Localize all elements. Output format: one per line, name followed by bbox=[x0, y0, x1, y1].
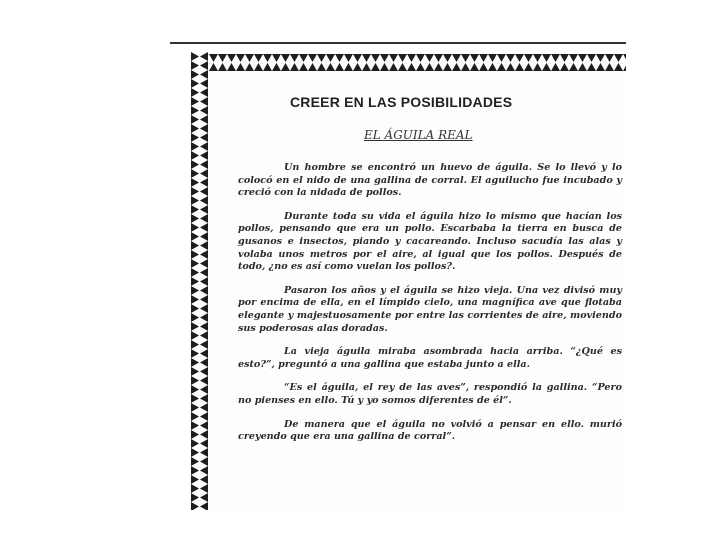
border-triangle bbox=[191, 403, 199, 412]
border-triangle bbox=[344, 54, 353, 62]
border-triangle bbox=[488, 63, 497, 71]
border-triangle bbox=[542, 63, 551, 71]
border-triangle bbox=[353, 54, 362, 62]
border-triangle bbox=[434, 63, 443, 71]
border-triangle bbox=[443, 54, 452, 62]
document-subtitle: EL ÁGUILA REAL bbox=[364, 128, 473, 142]
border-triangle bbox=[191, 430, 199, 439]
border-triangle bbox=[191, 205, 199, 214]
border-triangle bbox=[407, 54, 416, 62]
border-triangle bbox=[200, 493, 208, 502]
border-triangle bbox=[362, 54, 371, 62]
border-triangle bbox=[596, 63, 605, 71]
border-triangle bbox=[200, 223, 208, 232]
border-triangle bbox=[200, 376, 208, 385]
border-triangle bbox=[578, 63, 587, 71]
border-triangle bbox=[191, 367, 199, 376]
paragraph-text: Pasaron los años y el águila se hizo vieja. Una vez divisó muy por encima de ella, en el límpido cielo, una magnífica ave que flotaba elegante y majestuosamente por entre las corrientes de aire, moviendo sus poderosas alas doradas. bbox=[238, 284, 622, 334]
border-triangle bbox=[416, 63, 425, 71]
border-triangle bbox=[200, 97, 208, 106]
border-triangle bbox=[542, 54, 551, 62]
border-triangle bbox=[191, 169, 199, 178]
paragraph bbox=[238, 346, 622, 371]
border-triangle bbox=[191, 124, 199, 133]
border-triangle bbox=[533, 63, 542, 71]
paragraph bbox=[238, 162, 622, 200]
border-triangle bbox=[317, 63, 326, 71]
border-triangle bbox=[200, 412, 208, 421]
border-triangle bbox=[191, 259, 199, 268]
border-triangle bbox=[218, 54, 227, 62]
border-triangle bbox=[191, 502, 199, 510]
border-triangle bbox=[200, 178, 208, 187]
border-triangle bbox=[191, 133, 199, 142]
border-triangle bbox=[200, 385, 208, 394]
border-triangle bbox=[191, 376, 199, 385]
border-triangle bbox=[191, 412, 199, 421]
border-triangle bbox=[191, 349, 199, 358]
border-triangle bbox=[191, 142, 199, 151]
border-triangle bbox=[434, 54, 443, 62]
border-triangle bbox=[371, 54, 380, 62]
border-triangle bbox=[218, 63, 227, 71]
border-triangle bbox=[380, 54, 389, 62]
paragraph bbox=[238, 382, 622, 407]
border-triangle bbox=[200, 457, 208, 466]
border-triangle bbox=[191, 52, 199, 61]
border-triangle bbox=[506, 63, 515, 71]
border-triangle bbox=[200, 250, 208, 259]
border-triangle bbox=[191, 79, 199, 88]
border-triangle bbox=[209, 54, 218, 62]
border-triangle bbox=[200, 475, 208, 484]
border-triangle bbox=[191, 70, 199, 79]
border-triangle bbox=[344, 63, 353, 71]
border-triangle bbox=[191, 97, 199, 106]
border-triangle bbox=[191, 466, 199, 475]
border-triangle bbox=[191, 448, 199, 457]
border-triangle bbox=[488, 54, 497, 62]
border-triangle bbox=[533, 54, 542, 62]
border-triangle bbox=[479, 63, 488, 71]
border-triangle bbox=[200, 124, 208, 133]
border-triangle bbox=[200, 88, 208, 97]
border-triangle bbox=[200, 439, 208, 448]
border-triangle bbox=[200, 241, 208, 250]
border-triangle bbox=[191, 331, 199, 340]
border-triangle bbox=[623, 54, 626, 62]
border-triangle bbox=[191, 286, 199, 295]
border-triangle bbox=[200, 115, 208, 124]
border-triangle bbox=[200, 160, 208, 169]
border-triangle bbox=[227, 54, 236, 62]
border-triangle bbox=[200, 295, 208, 304]
border-triangle bbox=[263, 54, 272, 62]
border-triangle bbox=[200, 196, 208, 205]
border-triangle bbox=[281, 54, 290, 62]
border-triangle bbox=[191, 115, 199, 124]
border-triangle bbox=[191, 241, 199, 250]
border-triangle bbox=[353, 63, 362, 71]
border-triangle bbox=[272, 54, 281, 62]
border-triangle bbox=[200, 322, 208, 331]
border-triangle bbox=[200, 448, 208, 457]
border-triangle bbox=[191, 187, 199, 196]
border-triangle bbox=[416, 54, 425, 62]
border-triangle bbox=[200, 367, 208, 376]
paragraph-text: Un hombre se encontró un huevo de águila. Se lo llevó y lo colocó en el nido de una gallina de corral. El aguilucho fue incubado y creció con la nidada de pollos. bbox=[238, 162, 622, 199]
border-triangle bbox=[191, 214, 199, 223]
border-triangle bbox=[263, 63, 272, 71]
border-triangle bbox=[200, 61, 208, 70]
border-triangle bbox=[452, 54, 461, 62]
border-triangle bbox=[191, 232, 199, 241]
border-triangle bbox=[200, 430, 208, 439]
border-triangle bbox=[191, 178, 199, 187]
top-rule bbox=[170, 42, 626, 44]
paragraph bbox=[238, 285, 622, 335]
border-triangle bbox=[407, 63, 416, 71]
border-triangle bbox=[191, 106, 199, 115]
border-triangle bbox=[443, 63, 452, 71]
border-triangle bbox=[200, 151, 208, 160]
border-triangle bbox=[578, 54, 587, 62]
border-triangle bbox=[497, 63, 506, 71]
border-triangle bbox=[191, 268, 199, 277]
border-triangle bbox=[614, 54, 623, 62]
border-triangle bbox=[254, 63, 263, 71]
paragraph-text: Durante toda su vida el águila hizo lo mismo que hacían los pollos, pensando que era un pollo. Escarbaba la tierra en busca de gusanos e insectos, piando y cacareando. Incluso sacudía las alas y volaba unos metros por el aire, al igual que los pollos. Después de todo, ¿no es así como vuelan los pollos?. bbox=[238, 210, 622, 273]
border-triangle bbox=[191, 340, 199, 349]
border-triangle bbox=[200, 331, 208, 340]
border-triangle bbox=[506, 54, 515, 62]
border-triangle bbox=[200, 214, 208, 223]
border-triangle bbox=[299, 63, 308, 71]
border-triangle bbox=[200, 79, 208, 88]
border-triangle bbox=[200, 304, 208, 313]
border-triangle bbox=[191, 358, 199, 367]
border-triangle bbox=[200, 286, 208, 295]
border-triangle bbox=[191, 151, 199, 160]
border-triangle bbox=[200, 169, 208, 178]
border-triangle bbox=[515, 54, 524, 62]
border-triangle bbox=[200, 268, 208, 277]
border-triangle bbox=[371, 63, 380, 71]
border-triangle bbox=[425, 63, 434, 71]
border-triangle bbox=[551, 54, 560, 62]
border-triangle bbox=[398, 63, 407, 71]
border-triangle bbox=[335, 54, 344, 62]
border-triangle bbox=[362, 63, 371, 71]
border-triangle bbox=[227, 63, 236, 71]
border-triangle bbox=[200, 187, 208, 196]
border-triangle bbox=[191, 88, 199, 97]
border-triangle bbox=[236, 54, 245, 62]
border-triangle bbox=[191, 160, 199, 169]
border-triangle bbox=[560, 54, 569, 62]
border-triangle bbox=[479, 54, 488, 62]
border-triangle bbox=[326, 63, 335, 71]
border-triangle bbox=[389, 63, 398, 71]
border-triangle bbox=[605, 63, 614, 71]
border-triangle bbox=[191, 394, 199, 403]
border-triangle bbox=[272, 63, 281, 71]
border-triangle bbox=[191, 322, 199, 331]
border-triangle bbox=[587, 63, 596, 71]
border-triangle bbox=[191, 457, 199, 466]
border-triangle bbox=[200, 313, 208, 322]
border-triangle bbox=[245, 63, 254, 71]
border-triangle bbox=[200, 403, 208, 412]
paragraph bbox=[238, 211, 622, 274]
border-triangle bbox=[200, 70, 208, 79]
border-triangle bbox=[191, 484, 199, 493]
border-triangle bbox=[200, 484, 208, 493]
border-triangle bbox=[200, 277, 208, 286]
border-triangle bbox=[308, 54, 317, 62]
border-triangle bbox=[191, 250, 199, 259]
border-triangle bbox=[452, 63, 461, 71]
border-triangle bbox=[461, 54, 470, 62]
border-triangle bbox=[380, 63, 389, 71]
border-triangle bbox=[245, 54, 254, 62]
border-triangle bbox=[299, 54, 308, 62]
border-triangle bbox=[191, 196, 199, 205]
border-triangle bbox=[191, 304, 199, 313]
border-triangle bbox=[200, 142, 208, 151]
border-triangle bbox=[497, 54, 506, 62]
border-triangle bbox=[200, 133, 208, 142]
border-triangle bbox=[200, 232, 208, 241]
border-triangle bbox=[290, 63, 299, 71]
border-triangle bbox=[398, 54, 407, 62]
border-triangle bbox=[326, 54, 335, 62]
border-triangle bbox=[191, 439, 199, 448]
border-triangle bbox=[524, 54, 533, 62]
border-triangle bbox=[389, 54, 398, 62]
border-triangle bbox=[470, 54, 479, 62]
border-triangle bbox=[605, 54, 614, 62]
border-triangle bbox=[191, 313, 199, 322]
border-triangle bbox=[191, 475, 199, 484]
border-triangle bbox=[191, 385, 199, 394]
border-triangle bbox=[524, 63, 533, 71]
border-triangle bbox=[200, 205, 208, 214]
border-triangle bbox=[308, 63, 317, 71]
page-title: CREER EN LAS POSIBILIDADES bbox=[290, 94, 513, 110]
border-triangle bbox=[470, 63, 479, 71]
border-triangle bbox=[200, 358, 208, 367]
border-triangle bbox=[236, 63, 245, 71]
border-triangle bbox=[200, 106, 208, 115]
paragraph-text: La vieja águila miraba asombrada hacia arriba. “¿Qué es esto?”, preguntó a una gallina que estaba junto a ella. bbox=[238, 346, 622, 370]
border-triangle bbox=[254, 54, 263, 62]
border-triangle bbox=[551, 63, 560, 71]
border-triangle bbox=[587, 54, 596, 62]
border-triangle bbox=[425, 54, 434, 62]
border-triangle bbox=[200, 349, 208, 358]
border-triangle bbox=[191, 61, 199, 70]
border-triangle bbox=[614, 63, 623, 71]
border-triangle bbox=[209, 63, 218, 71]
border-triangle bbox=[200, 466, 208, 475]
border-triangle bbox=[290, 54, 299, 62]
paragraph-text: “Es el águila, el rey de las aves”, respondió la gallina. “Pero no pienses en ello. Tú y yo somos diferentes de él”. bbox=[238, 382, 622, 406]
story-body bbox=[238, 162, 622, 455]
paragraph-text: De manera que el águila no volvió a pensar en ello. murió creyendo que era una gallina de corral”. bbox=[238, 418, 622, 443]
border-triangle bbox=[569, 54, 578, 62]
border-triangle bbox=[191, 223, 199, 232]
border-triangle bbox=[335, 63, 344, 71]
border-triangle bbox=[191, 295, 199, 304]
paragraph bbox=[238, 419, 622, 444]
border-triangle bbox=[317, 54, 326, 62]
border-triangle bbox=[515, 63, 524, 71]
border-triangle bbox=[191, 493, 199, 502]
border-triangle bbox=[569, 63, 578, 71]
border-triangle bbox=[200, 340, 208, 349]
border-triangle bbox=[461, 63, 470, 71]
border-triangle bbox=[596, 54, 605, 62]
border-triangle bbox=[200, 421, 208, 430]
border-triangle bbox=[200, 394, 208, 403]
border-triangle bbox=[200, 52, 208, 61]
border-triangle bbox=[281, 63, 290, 71]
border-triangle bbox=[200, 259, 208, 268]
border-triangle bbox=[560, 63, 569, 71]
border-triangle bbox=[191, 277, 199, 286]
border-triangle bbox=[191, 421, 199, 430]
border-triangle bbox=[200, 502, 208, 510]
border-triangle bbox=[623, 63, 626, 71]
